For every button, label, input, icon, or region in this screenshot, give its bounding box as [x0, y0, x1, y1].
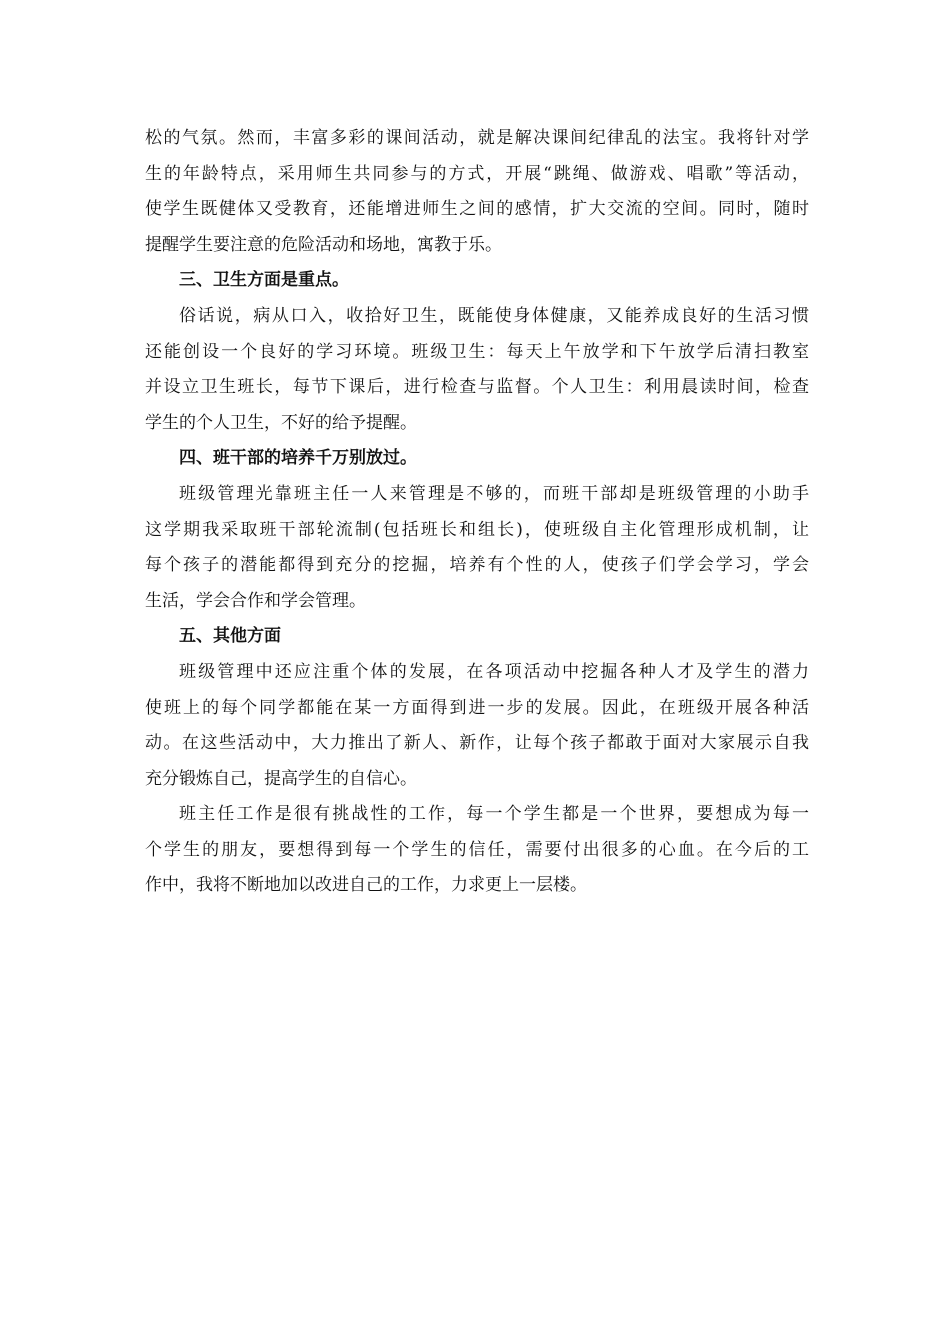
- paragraph-line: 班主任工作是很有挑战性的工作，每一个学生都是一个世界，要想成为每一: [179, 804, 809, 825]
- section-heading-hygiene: 三、卫生方面是重点。: [179, 270, 349, 291]
- paragraph-line: 俗话说，病从口入，收拾好卫生，既能使身体健康，又能养成良好的生活习惯: [179, 305, 809, 326]
- paragraph: [145, 477, 809, 619]
- paragraph: [145, 655, 809, 797]
- paragraph-line: 使学生既健体又受教育，还能增进师生之间的感情，扩大交流的空间。同时，随时: [145, 199, 809, 220]
- paragraph-line: 还能创设一个良好的学习环境。班级卫生：每天上午放学和下午放学后清扫教室: [145, 341, 809, 362]
- document-body: [145, 121, 809, 904]
- paragraph-line: 班级管理光靠班主任一人来管理是不够的，而班干部却是班级管理的小助手: [179, 483, 809, 504]
- paragraph-line: 每个孩子的潜能都得到充分的挖掘，培养有个性的人，使孩子们学会学习，学会: [145, 555, 809, 576]
- paragraph-line: 使班上的每个同学都能在某一方面得到进一步的发展。因此，在班级开展各种活: [145, 697, 809, 718]
- paragraph-line: 提醒学生要注意的危险活动和场地，寓教于乐。: [145, 234, 502, 255]
- paragraph-line: 动。在这些活动中，大力推出了新人、新作，让每个孩子都敢于面对大家展示自我: [145, 733, 809, 754]
- paragraph-line: 学生的个人卫生，不好的给予提醒。: [145, 412, 417, 433]
- paragraph-line: 作中，我将不断地加以改进自己的工作，力求更上一层楼。: [145, 875, 587, 896]
- paragraph: [145, 121, 809, 263]
- section-heading-other: 五、其他方面: [179, 626, 281, 647]
- paragraph-line: 个学生的朋友，要想得到每一个学生的信任，需要付出很多的心血。在今后的工: [145, 839, 809, 860]
- paragraph-line: 这学期我采取班干部轮流制(包括班长和组长)，使班级自主化管理形成机制，让: [145, 519, 809, 540]
- paragraph-line: 并设立卫生班长，每节下课后，进行检查与监督。个人卫生：利用晨读时间，检查: [145, 377, 809, 398]
- paragraph-line: 生活，学会合作和学会管理。: [145, 590, 366, 611]
- paragraph: [145, 797, 809, 904]
- paragraph-line: 生的年龄特点，采用师生共同参与的方式，开展“跳绳、做游戏、唱歌”等活动，: [145, 163, 809, 184]
- section-heading-class-cadres: 四、班干部的培养千万别放过。: [179, 448, 417, 469]
- paragraph-line: 松的气氛。然而，丰富多彩的课间活动，就是解决课间纪律乱的法宝。我将针对学: [145, 128, 809, 148]
- paragraph-line: 班级管理中还应注重个体的发展，在各项活动中挖掘各种人才及学生的潜力: [179, 661, 809, 682]
- paragraph-line: 充分锻炼自己，提高学生的自信心。: [145, 768, 417, 789]
- paragraph: [145, 299, 809, 441]
